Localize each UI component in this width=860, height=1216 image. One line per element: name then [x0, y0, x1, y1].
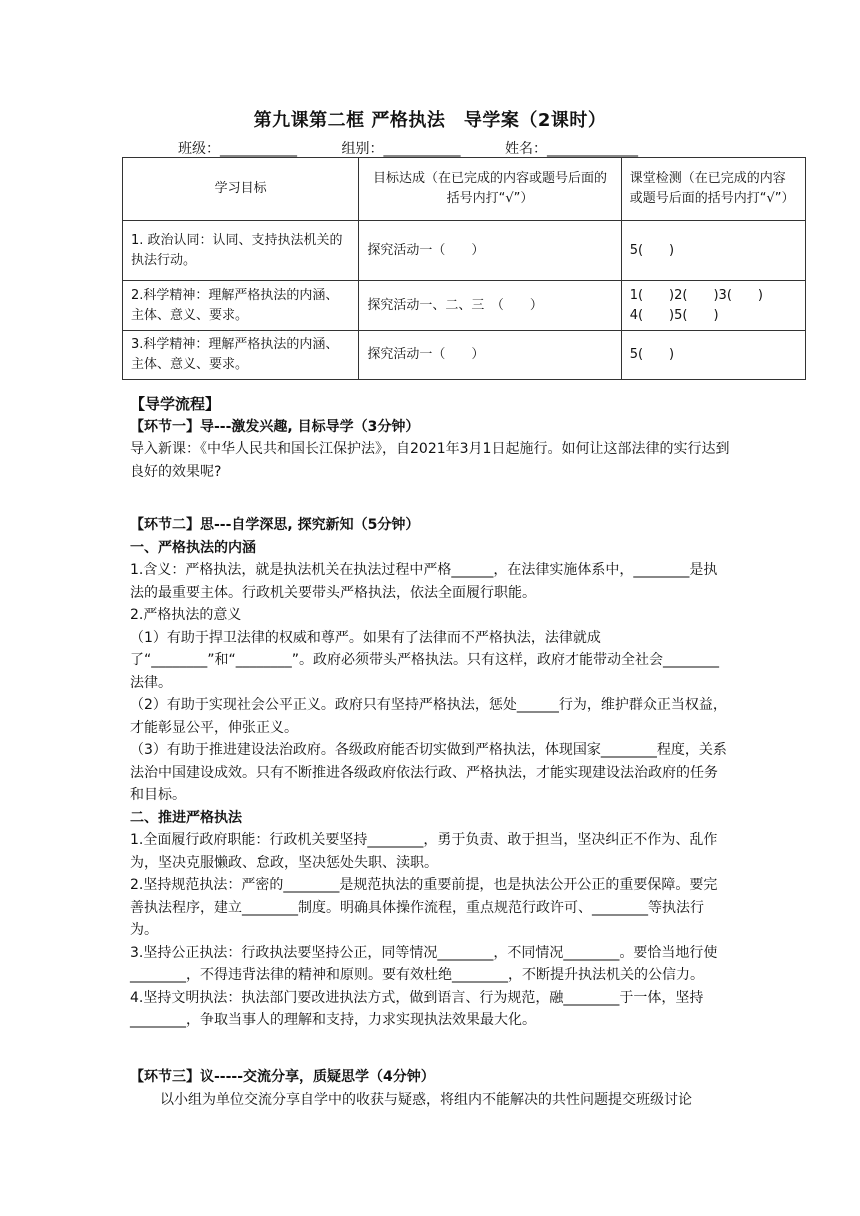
- name-field[interactable]: 姓名：_____________: [505, 141, 639, 157]
- test-cell[interactable]: 5( ): [621, 221, 805, 281]
- class-field[interactable]: 班级：___________: [178, 141, 297, 157]
- paragraph-duties: 1.全面履行政府职能：行政机关要坚持________，勇于负责、敢于担当，坚决纠正不作为、乱作为，坚决克服懒政、怠政，坚决惩处失职、渎职。: [130, 832, 718, 871]
- paragraph-significance-1: （1）有助于捍卫法律的权威和尊严。如果有了法律而不严格执法，法律就成了“________”和“________”。政府必须带头严格执法。只有这样，政府才能带动全社会________法律。: [130, 629, 720, 691]
- self-study-section: [130, 514, 730, 1032]
- header-class-test: 课堂检测（在已完成的内容或题号后面的括号内打“√”）: [621, 158, 805, 221]
- discussion-section: [130, 1066, 730, 1111]
- part-2-heading: 二、推进严格执法: [130, 809, 242, 826]
- goal-cell: 2.科学精神：理解严格执法的内涵、主体、意义、要求。: [123, 281, 359, 331]
- part-1-heading: 一、严格执法的内涵: [130, 539, 256, 556]
- paragraph-significance-3: （3）有助于推进建设法治政府。各级政府能否切实做到严格执法，体现国家________程度，关系法治中国建设成效。只有不断推进各级政府依法行政、严格执法，才能实现建设法治政府的任务和目标。: [130, 742, 727, 803]
- header-goal-achievement: 目标达成（在已完成的内容或题号后面的括号内打“√”）: [359, 158, 621, 221]
- achievement-cell[interactable]: 探究活动一、二、三 （ ）: [359, 281, 621, 331]
- learning-goals-table: [122, 157, 806, 380]
- group-field[interactable]: 组别：___________: [341, 141, 461, 157]
- test-cell[interactable]: 5( ): [621, 331, 805, 380]
- section-1-heading: 【环节一】导---激发兴趣, 目标导学（3分钟）: [130, 418, 420, 435]
- section-3-heading: 【环节三】议-----交流分享，质疑思学（4分钟）: [130, 1069, 435, 1085]
- flow-heading: 【导学流程】: [130, 395, 221, 413]
- goal-cell: 1. 政治认同：认同、支持执法机关的执法行动。: [123, 221, 359, 281]
- achievement-cell[interactable]: 探究活动一（ ）: [359, 221, 621, 281]
- paragraph-meaning: 1.含义：严格执法，就是执法机关在执法过程中严格______，在法律实施体系中，________是执法的最重要主体。行政机关要带头严格执法，依法全面履行职能。: [130, 562, 718, 601]
- section-1-text: 导入新课：《中华人民共和国长江保护法》，自2021年3月1日起施行。如何让这部法律的实行达到良好的效果呢?: [130, 441, 730, 480]
- goal-cell: 3.科学精神：理解严格执法的内涵、主体、意义、要求。: [123, 331, 359, 380]
- table-row: [123, 281, 806, 331]
- header-learning-goals: 学习目标: [123, 158, 359, 221]
- test-cell[interactable]: 1( )2( )3( ) 4( )5( ): [621, 281, 805, 331]
- paragraph-civil: 4.坚持文明执法：执法部门要改进执法方式，做到语言、行为规范，融________于一体，坚持________，争取当事人的理解和支持，力求实现执法效果最大化。: [130, 989, 704, 1028]
- paragraph-significance-title: 2.严格执法的意义: [130, 607, 242, 623]
- section-2-heading: 【环节二】思---自学深思, 探究新知（5分钟）: [130, 517, 420, 533]
- guided-flow-section: [130, 393, 730, 483]
- paragraph-significance-2: （2）有助于实现社会公平正义。政府只有坚持严格执法，惩处______行为，维护群众正当权益，才能彰显公平，伸张正义。: [130, 697, 727, 736]
- table-header-row: [123, 158, 806, 221]
- page-title: 第九课第二框 严格执法 导学案（2课时）: [253, 110, 607, 131]
- paragraph-fair: 3.坚持公正执法：行政执法要坚持公正，同等情况________，不同情况________。要恰当地行使________，不得违背法律的精神和原则。要有效杜绝________，不断提升执法机关的公信力。: [130, 944, 718, 983]
- table-row: [123, 331, 806, 380]
- table-row: [123, 221, 806, 281]
- paragraph-standard: 2.坚持规范执法：严密的________是规范执法的重要前提，也是执法公开公正的重要保障。要完善执法程序，建立________制度。明确具体操作流程，重点规范行政许可、________等执法行为。: [130, 877, 718, 938]
- section-3-text: 以小组为单位交流分享自学中的收获与疑惑，将组内不能解决的共性问题提交班级讨论: [160, 1091, 692, 1108]
- student-info-line: [178, 138, 638, 158]
- achievement-cell[interactable]: 探究活动一（ ）: [359, 331, 621, 380]
